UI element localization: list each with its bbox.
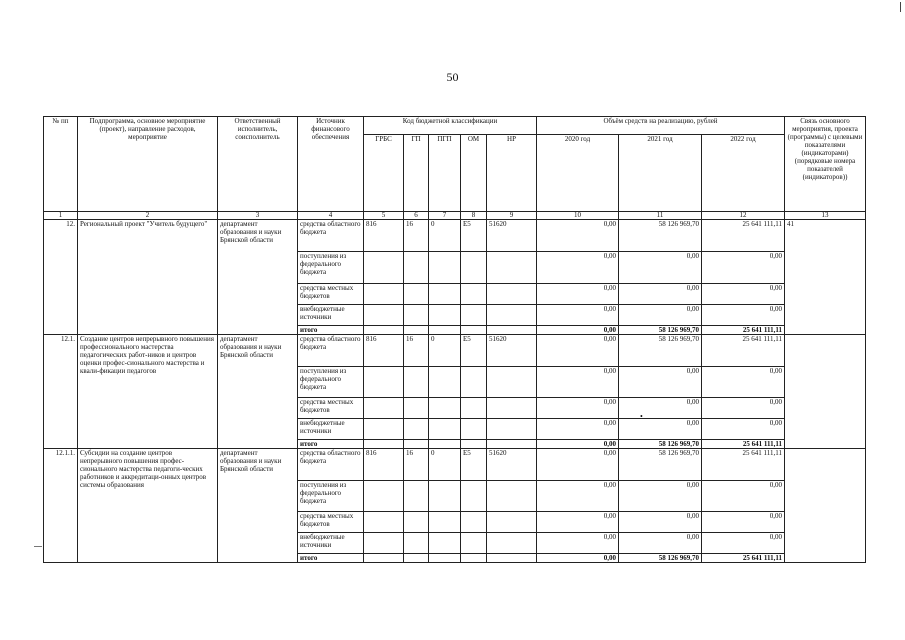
header-volume: Объём средств на реализацию, рублей [537,117,785,135]
row-responsible: департамент образования и науки Брянской области [218,335,298,449]
table-row [44,220,866,252]
table-row [44,449,866,481]
value-2020: 0,00 [537,220,619,252]
row-source: средства местных бюджетов [298,398,364,419]
col-number: 4 [298,212,364,220]
row-source: внебюджетные источники [298,533,364,554]
header-grbs: ГРБС [364,135,404,212]
value-2021: 0,00 [619,512,702,533]
row-num: 12.1.1. [44,449,78,563]
value-2022: 25 641 111,11 [702,440,785,449]
row-source: поступления из федерального бюджета [298,367,364,398]
value-2021: 0,00 [619,419,702,440]
col-number: 13 [785,212,866,220]
value-2022: 0,00 [702,481,785,512]
value-2022: 0,00 [702,367,785,398]
value-2020: 0,00 [537,512,619,533]
row-link [785,335,866,449]
value-2021: 0,00 [619,367,702,398]
value-2021: 0,00 [619,284,702,305]
value-2021: 58 126 969,70 [619,449,702,481]
row-source: внебюджетные источники [298,305,364,326]
column-numbers-row [44,212,866,220]
row-name: Региональный проект "Учитель будущего" [78,220,218,335]
value-2022: 25 641 111,11 [702,335,785,367]
code-nr: 51620 [487,449,537,481]
code-pgp: 0 [429,335,461,367]
value-2020: 0,00 [537,367,619,398]
scan-artifact [34,546,42,547]
header-pgp: ПГП [429,135,461,212]
row-link [785,449,866,563]
header-responsible: Ответственный исполнитель, соисполнитель [218,117,298,212]
value-2022: 0,00 [702,252,785,284]
value-2020: 0,00 [537,398,619,419]
header-year-2021: 2021 год [619,135,702,212]
header-program: Подпрограмма, основное мероприятие (проект), направление расходов, мероприятие [78,117,218,212]
value-2021: 0,00 [619,481,702,512]
code-nr: 51620 [487,335,537,367]
row-source: средства местных бюджетов [298,512,364,533]
code-gp: 16 [404,449,429,481]
row-source: внебюджетные источники [298,419,364,440]
value-2020: 0,00 [537,252,619,284]
code-om: E5 [461,335,487,367]
row-source: итого [298,326,364,335]
value-2020: 0,00 [537,449,619,481]
value-2022: 0,00 [702,419,785,440]
col-number: 6 [404,212,429,220]
row-responsible: департамент образования и науки Брянской области [218,449,298,563]
header-year-2020: 2020 год [537,135,619,212]
col-number: 3 [218,212,298,220]
code-nr: 51620 [487,220,537,252]
col-number: 7 [429,212,461,220]
header-om: ОМ [461,135,487,212]
header-gp: ГП [404,135,429,212]
row-name: Субсидии на создание центров непрерывного повышения профес-сионального мастерства педагоги-ческих работников и аккредитаци-онных центров системы образования [78,449,218,563]
row-source: итого [298,440,364,449]
col-number: 5 [364,212,404,220]
col-number: 9 [487,212,537,220]
row-link: 41 [785,220,866,335]
scan-dot: • [640,412,643,421]
value-2020: 0,00 [537,284,619,305]
row-responsible: департамент образования и науки Брянской области [218,220,298,335]
row-num: 12.1. [44,335,78,449]
col-number: 2 [78,212,218,220]
table-row [44,335,866,367]
value-2021: 0,00 [619,305,702,326]
value-2021: 0,00 [619,252,702,284]
code-gp: 16 [404,335,429,367]
col-number: 10 [537,212,619,220]
value-2022: 0,00 [702,284,785,305]
value-2021: 58 126 969,70 [619,554,702,563]
value-2022: 0,00 [702,533,785,554]
header-budget-code: Код бюджетной классификации [364,117,537,135]
header-source: Источник финансового обеспечения [298,117,364,212]
code-grbs: 816 [364,449,404,481]
code-grbs: 816 [364,335,404,367]
value-2021: 0,00 [619,398,702,419]
value-2022: 0,00 [702,305,785,326]
col-number: 12 [702,212,785,220]
value-2020: 0,00 [537,305,619,326]
code-gp: 16 [404,220,429,252]
value-2020: 0,00 [537,326,619,335]
code-om: E5 [461,449,487,481]
value-2021: 58 126 969,70 [619,440,702,449]
value-2021: 58 126 969,70 [619,220,702,252]
row-source: средства областного бюджета [298,335,364,367]
value-2022: 25 641 111,11 [702,220,785,252]
row-source: итого [298,554,364,563]
row-num: 12. [44,220,78,335]
col-number: 8 [461,212,487,220]
scan-edge-mark [900,2,901,12]
value-2022: 25 641 111,11 [702,326,785,335]
value-2020: 0,00 [537,481,619,512]
row-source: средства областного бюджета [298,449,364,481]
code-om: E5 [461,220,487,252]
value-2022: 0,00 [702,398,785,419]
value-2020: 0,00 [537,335,619,367]
page-number: 50 [446,70,459,84]
code-pgp: 0 [429,220,461,252]
value-2022: 0,00 [702,512,785,533]
header-link: Связь основного мероприятия, проекта (программы) с целевыми показателями (индикаторами) (порядковые номера показателей (индикаторов)) [785,117,866,212]
code-pgp: 0 [429,449,461,481]
value-2020: 0,00 [537,554,619,563]
value-2020: 0,00 [537,533,619,554]
row-source: поступления из федерального бюджета [298,481,364,512]
row-source: средства областного бюджета [298,220,364,252]
col-number: 1 [44,212,78,220]
value-2020: 0,00 [537,419,619,440]
value-2021: 0,00 [619,533,702,554]
value-2021: 58 126 969,70 [619,335,702,367]
header-year-2022: 2022 год [702,135,785,212]
row-source: поступления из федерального бюджета [298,252,364,284]
value-2022: 25 641 111,11 [702,554,785,563]
header-nr: НР [487,135,537,212]
value-2022: 25 641 111,11 [702,449,785,481]
row-source: средства местных бюджетов [298,284,364,305]
value-2020: 0,00 [537,440,619,449]
value-2021: 58 126 969,70 [619,326,702,335]
header-num: № пп [44,117,78,212]
col-number: 11 [619,212,702,220]
budget-table [43,116,866,563]
code-grbs: 816 [364,220,404,252]
row-name: Создание центров непрерывного повышения профессионального мастерства педагогических работ-ников и центров оценки профес-сионального мастерства и квали-фикации педагогов [78,335,218,449]
